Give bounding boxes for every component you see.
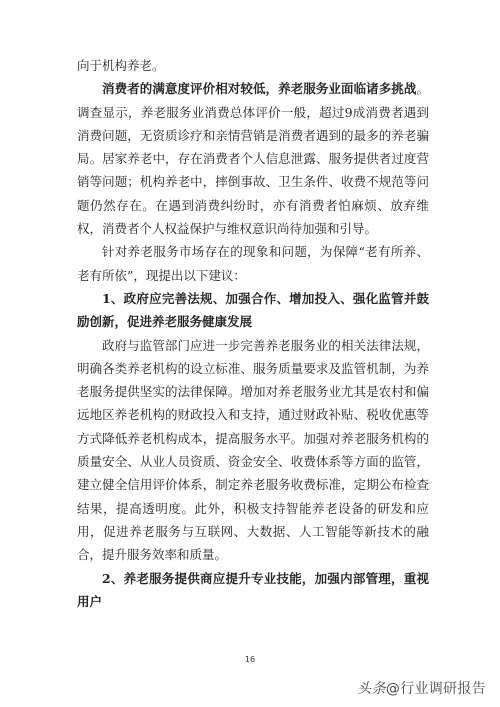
paragraph-suggestions-intro [77, 240, 429, 287]
page-number: 16 [244, 655, 256, 664]
paragraph-consumer-satisfaction [77, 77, 429, 240]
watermark [357, 678, 486, 698]
body-text [77, 54, 429, 613]
watermark-brand: 头条 [357, 681, 386, 697]
paragraph-text: 针对养老服务市场存在的现象和问题，为保障“老有所养、老有所依”，现提出以下建议： [77, 244, 429, 283]
paragraph-government-measures [77, 334, 429, 567]
paragraph-text: 向于机构养老。 [77, 58, 165, 73]
heading-text: 1、政府应完善法规、加强合作、增加投入、强化监管并鼓励创新，促进养老服务健康发展 [77, 290, 429, 330]
paragraph-text: 政府与监管部门应进一步完善养老服务业的相关法律法规，明确各类养老机构的设立标准、服务质量要求及监管机制，为养老服务提供坚实的法律保障。增加对养老服务业尤其是农村和偏远地区养老机构的财政投入和支持，通过财政补贴、税收优惠等方式降低养老机构成本，提高服务水平。加强对养老服务机构的质量安全、从业人员资质、资金安全、收费体系等方面的监管，建立健全信用评价体系，制定养老服务收费标准，定期公布检查结果，提高透明度。此外，积极支持智能养老设备的研发和应用，促进养老服务与互联网、大数据、人工智能等新技术的融合，提升服务效率和质量。 [77, 337, 429, 563]
section-heading-1 [77, 287, 429, 334]
paragraph-lead: 消费者的满意度评价相对较低，养老服务业面临诸多挑战 [102, 81, 417, 97]
heading-text: 2、养老服务提供商应提升专业技能，加强内部管理，重视用户 [77, 570, 429, 609]
paragraph-text: 。调查显示，养老服务业消费总体评价一般，超过9成消费者遇到消费问题，无资质诊疗和亲情营销是消费者遇到的最多的养老骗局。居家养老中，存在消费者个人信息泄露、服务提供者过度营销等问题；机构养老中，摔倒事故、卫生条件、收费不规范等问题仍然存在。在遇到消费纠纷时，亦有消费者怕麻烦、放弃维权，消费者个人权益保护与维权意识尚待加强和引导。 [77, 81, 429, 237]
watermark-account: @行业调研报告 [385, 681, 486, 697]
section-heading-2 [77, 567, 429, 614]
paragraph-continuation [77, 54, 429, 77]
